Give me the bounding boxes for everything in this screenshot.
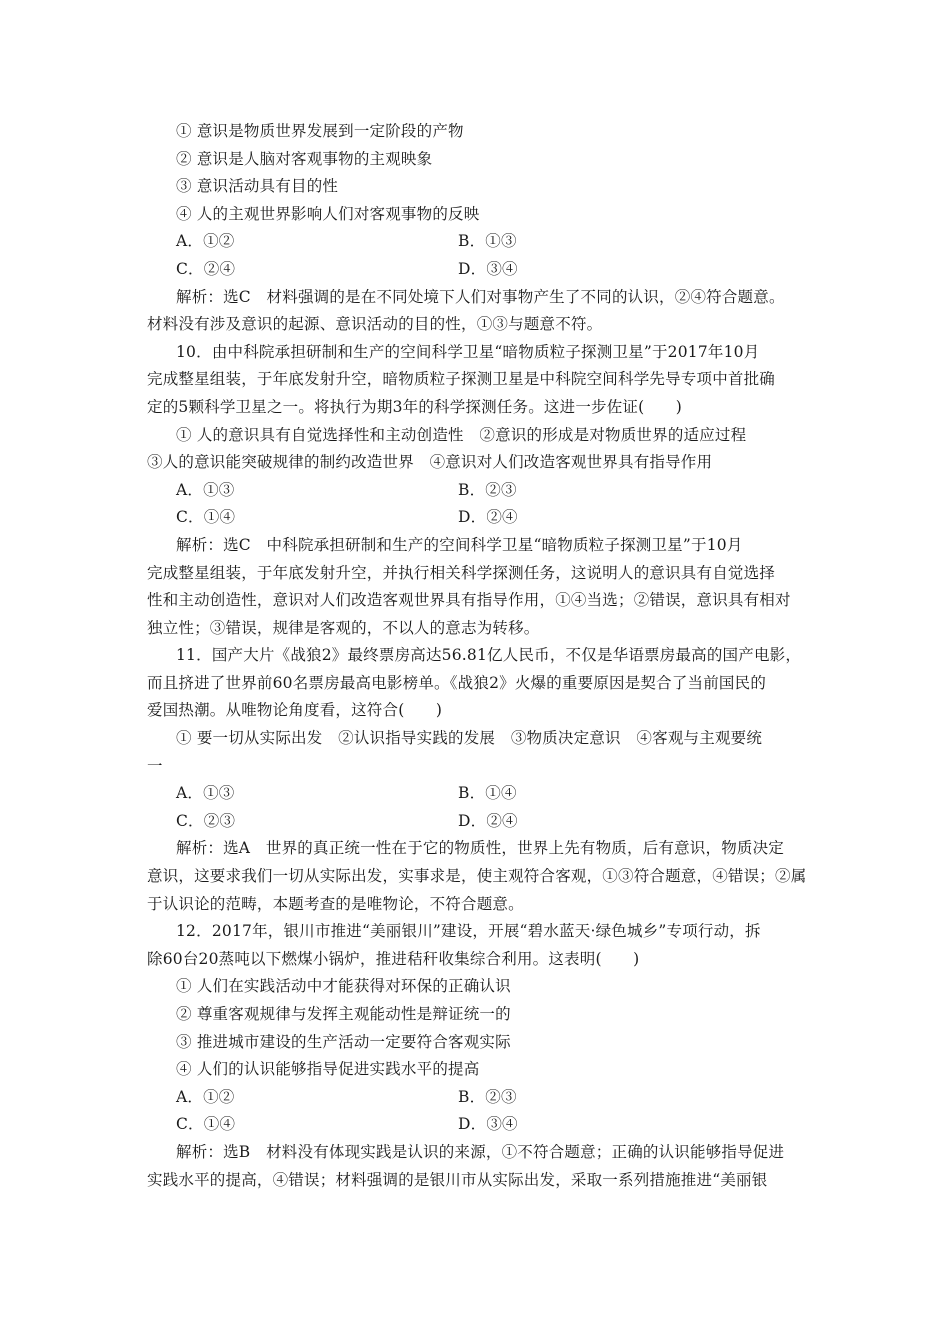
- q9-option-b: B．①③: [458, 232, 517, 251]
- q11-option-c: C．②③: [176, 811, 236, 830]
- q10-analysis-line-2: 完成整星组装，于年底发射升空，并执行相关科学探测任务，这说明人的意识具有自觉选择: [147, 563, 776, 582]
- q9-item-3: ③ 意识活动具有目的性: [176, 177, 339, 196]
- q11-options-row-1: [147, 780, 812, 808]
- q12-option-c: C．①④: [176, 1115, 236, 1134]
- q11-stem-line-3: 爱国热潮。从唯物论角度看，这符合( ): [147, 701, 443, 720]
- document-page: [147, 118, 812, 1194]
- q12-option-d: D．③④: [458, 1115, 518, 1134]
- q10-items-line-2: ③人的意识能突破规律的制约改造世界 ④意识对人们改造客观世界具有指导作用: [147, 453, 713, 472]
- q12-analysis-line-2: 实践水平的提高，④错误；材料强调的是银川市从实际出发，采取一系列措施推进“美丽银: [147, 1170, 768, 1189]
- q10-stem-line-2: 完成整星组装，于年底发射升空，暗物质粒子探测卫星是中科院空间科学先导专项中首批确: [147, 370, 776, 389]
- q11-stem-line-1: 11．国产大片《战狼2》最终票房高达56.81亿人民币，不仅是华语票房最高的国产电影，: [176, 646, 802, 665]
- q10-option-c: C．①④: [176, 508, 236, 527]
- q11-stem-line-2: 而且挤进了世界前60名票房最高电影榜单。《战狼2》火爆的重要原因是契合了当前国民的: [147, 673, 767, 692]
- q9-analysis-line-1: 解析：选C 材料强调的是在不同处境下人们对事物产生了不同的认识，②④符合题意。: [176, 287, 785, 306]
- q11-analysis-line-1: 解析：选A 世界的真正统一性在于它的物质性，世界上先有物质，后有意识，物质决定: [176, 839, 784, 858]
- q11-analysis-line-2: 意识，这要求我们一切从实际出发，实事求是，使主观符合客观，①③符合题意，④错误；②属: [147, 867, 807, 886]
- q12-option-a: A．①②: [176, 1087, 235, 1106]
- q10-analysis-line-3: 性和主动创造性，意识对人们改造客观世界具有指导作用，①④当选；②错误，意识具有相对: [147, 591, 791, 610]
- q10-option-d: D．②④: [458, 508, 518, 527]
- q10-options-row-2: [147, 504, 812, 532]
- q12-item-1: ① 人们在实践活动中才能获得对环保的正确认识: [176, 977, 511, 996]
- q9-item-4: ④ 人的主观世界影响人们对客观事物的反映: [176, 204, 480, 223]
- q10-option-a: A．①③: [176, 480, 235, 499]
- q9-item-2: ② 意识是人脑对客观事物的主观映象: [176, 149, 433, 168]
- q9-options-row-2: [147, 256, 812, 284]
- q12-options-row-1: [147, 1084, 812, 1112]
- q12-item-2: ② 尊重客观规律与发挥主观能动性是辩证统一的: [176, 1005, 511, 1023]
- q10-items-line-1: ① 人的意识具有自觉选择性和主动创造性 ②意识的形成是对物质世界的适应过程: [176, 425, 747, 444]
- q9-option-d: D．③④: [458, 259, 518, 278]
- q9-options-row-1: [147, 228, 812, 256]
- q11-option-a: A．①③: [176, 784, 235, 803]
- q9-analysis-line-2: 材料没有涉及意识的起源、意识活动的目的性，①③与题意不符。: [147, 315, 603, 334]
- q12-option-b: B．②③: [458, 1087, 517, 1106]
- q10-option-b: B．②③: [458, 480, 517, 499]
- q11-options-row-2: [147, 808, 812, 836]
- q11-items-line-2: 一: [147, 756, 163, 775]
- q9-item-1: ① 意识是物质世界发展到一定阶段的产物: [176, 122, 464, 140]
- q9-option-a: A．①②: [176, 232, 235, 251]
- q12-options-row-2: [147, 1111, 812, 1139]
- q11-analysis-line-3: 于认识论的范畴，本题考查的是唯物论，不符合题意。: [147, 894, 524, 913]
- q11-option-d: D．②④: [458, 811, 518, 830]
- q11-option-b: B．①④: [458, 784, 517, 803]
- q12-analysis-line-1: 解析：选B 材料没有体现实践是认识的来源，①不符合题意；正确的认识能够指导促进: [176, 1142, 785, 1161]
- q12-item-3: ③ 推进城市建设的生产活动一定要符合客观实际: [176, 1032, 511, 1051]
- q12-stem-line-1: 12．2017年，银川市推进“美丽银川”建设，开展“碧水蓝天·绿色城乡”专项行动，拆: [176, 922, 761, 941]
- q10-analysis-line-4: 独立性；③错误，规律是客观的，不以人的意志为转移。: [147, 618, 540, 637]
- q10-stem-line-3: 定的5颗科学卫星之一。将执行为期3年的科学探测任务。这进一步佐证( ): [147, 397, 683, 416]
- q10-analysis-line-1: 解析：选C 中科院承担研制和生产的空间科学卫星“暗物质粒子探测卫星”于10月: [176, 535, 743, 554]
- q12-stem-line-2: 除60台20蒸吨以下燃煤小锅炉，推进秸秆收集综合利用。这表明( ): [147, 949, 640, 968]
- q9-option-c: C．②④: [176, 259, 236, 278]
- q12-item-4: ④ 人们的认识能够指导促进实践水平的提高: [176, 1060, 480, 1079]
- q10-stem-line-1: 10．由中科院承担研制和生产的空间科学卫星“暗物质粒子探测卫星”于2017年10月: [176, 342, 760, 361]
- q11-items-line-1: ① 要一切从实际出发 ②认识指导实践的发展 ③物质决定意识 ④客观与主观要统: [176, 729, 763, 748]
- q10-options-row-1: [147, 477, 812, 505]
